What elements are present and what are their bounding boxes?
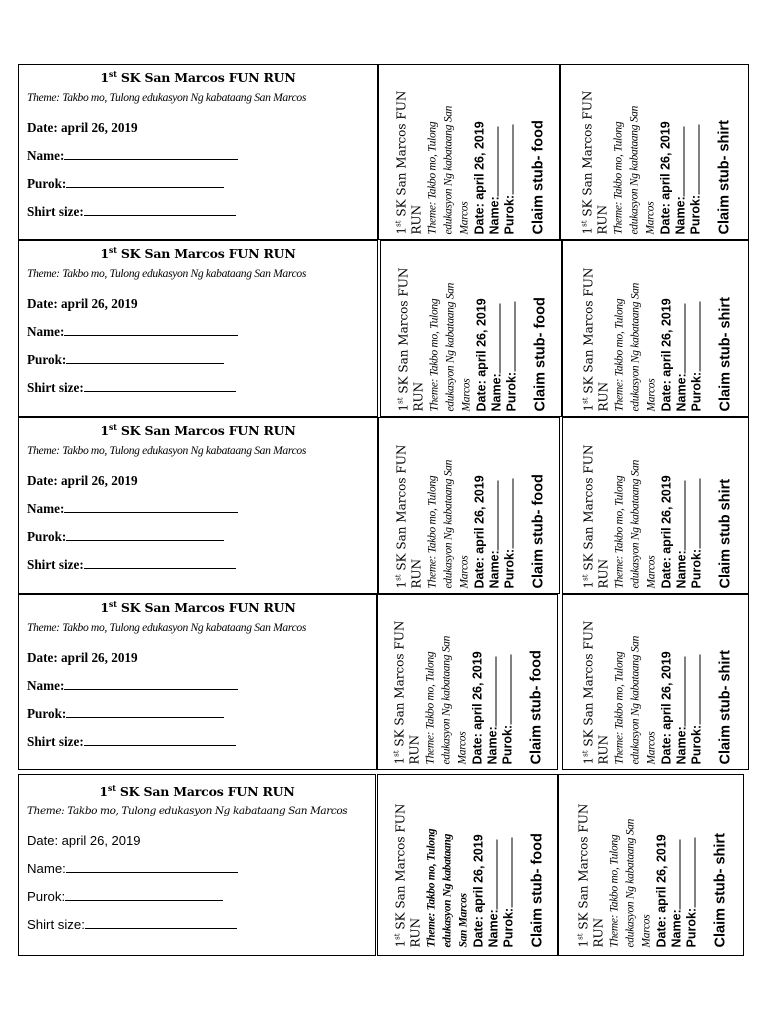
claim-stub-food — [377, 774, 558, 956]
claim-shirt-label: Claim stub- shirt — [717, 650, 733, 765]
ticket-2 — [18, 240, 749, 417]
stub-date: Date: april 26, 2019 — [654, 834, 669, 948]
event-theme: Theme: Takbo mo, Tulong edukasyon Ng kabataang San Marcos — [27, 621, 307, 635]
claim-stub-shirt — [562, 417, 749, 594]
stub-theme: Theme: Takbo mo, Tulong edukasyon Ng kabataang San Marcos — [613, 635, 657, 765]
stub-purok-field[interactable]: Purok: — [689, 655, 704, 765]
claim-food-label: Claim stub- food — [530, 473, 547, 588]
claim-food-label: Claim stub- food — [530, 120, 547, 235]
event-title: 1st SK San Marcos FUN RUN — [100, 599, 296, 616]
event-title: 1st SK San Marcos FUN RUN — [100, 69, 296, 86]
stub-theme: Theme: Takbo mo, Tulong edukasyon Ng kabataang San Marcos — [612, 105, 656, 235]
claim-food-label: Claim stub- food — [528, 650, 545, 765]
claim-stub-food — [378, 417, 560, 594]
stub-name-field[interactable]: Name: — [488, 480, 503, 588]
name-field[interactable]: Name: — [27, 495, 369, 523]
registration-form — [18, 64, 378, 240]
stub-name-field[interactable]: Name: — [486, 839, 501, 947]
stub-theme: Theme: Takbo mo, Tulong edukasyon Ng kabataang San Marcos — [428, 282, 473, 411]
event-theme: Theme: Takbo mo, Tulong edukasyon Ng kabataang San Marcos — [27, 267, 307, 281]
stub-purok-field[interactable]: Purok: — [685, 838, 700, 948]
event-date: Date: april 26, 2019 — [27, 473, 138, 489]
shirt-size-field[interactable]: Shirt size: — [27, 198, 369, 226]
registration-form — [18, 594, 378, 770]
registration-form — [18, 240, 378, 417]
stub-purok-field[interactable]: Purok: — [689, 478, 704, 588]
stub-date: Date: april 26, 2019 — [470, 651, 485, 765]
shirt-size-field[interactable]: Shirt size: — [27, 551, 369, 579]
stub-date: Date: april 26, 2019 — [659, 474, 673, 588]
stub-title: 1st SK San Marcos FUN RUN — [581, 267, 610, 411]
claim-stub-shirt — [562, 594, 749, 770]
name-field[interactable]: Name: — [27, 318, 369, 346]
stub-purok-field[interactable]: Purok: — [503, 478, 518, 588]
event-date: Date: april 26, 2019 — [27, 650, 138, 666]
name-field[interactable]: Name: — [27, 142, 369, 170]
stub-title: 1st SK San Marcos FUN RUN — [581, 444, 610, 588]
stub-title: 1st SK San Marcos FUN RUN — [394, 444, 424, 588]
claim-food-label: Claim stub- food — [532, 296, 549, 411]
stub-purok-field[interactable]: Purok: — [503, 125, 518, 235]
claim-stub-shirt — [560, 64, 749, 240]
claim-stub-shirt — [562, 240, 749, 417]
stub-date: Date: april 26, 2019 — [474, 297, 489, 411]
stub-theme: Theme: Takbo mo, Tulong edukasyon Ng kabataang San Marcos — [613, 459, 657, 588]
stub-name-field[interactable]: Name: — [674, 480, 689, 588]
ticket-4 — [18, 594, 749, 770]
claim-food-label: Claim stub- food — [529, 833, 545, 948]
stub-title: 1st SK San Marcos FUN RUN — [581, 620, 610, 765]
event-title: 1st SK San Marcos FUN RUN — [100, 245, 296, 262]
stub-name-field[interactable]: Name: — [488, 126, 503, 234]
purok-field[interactable]: Purok: — [27, 346, 369, 374]
stub-purok-field[interactable]: Purok: — [505, 301, 520, 411]
event-theme: Theme: Takbo mo, Tulong edukasyon Ng kabataang San Marcos — [27, 444, 307, 458]
registration-form — [18, 774, 376, 956]
stub-purok-field[interactable]: Purok: — [688, 125, 703, 235]
shirt-size-field[interactable]: Shirt size: — [27, 374, 369, 402]
stub-name-field[interactable]: Name: — [486, 656, 501, 764]
ticket-3 — [18, 417, 749, 594]
ticket-1 — [18, 64, 749, 240]
stub-theme: Theme: Takbo mo, Tulong edukasyon Ng kabataang San Marcos — [424, 635, 469, 765]
name-field[interactable]: Name: — [27, 855, 367, 883]
stub-theme: Theme: Takbo mo, Tulong edukasyon Ng kabataang San Marcos — [425, 828, 469, 948]
stub-date: Date: april 26, 2019 — [472, 121, 487, 235]
stub-purok-field[interactable]: Purok: — [689, 301, 704, 411]
claim-shirt-label: Claim stub- shirt — [712, 833, 729, 948]
purok-field[interactable]: Purok: — [27, 883, 367, 911]
stub-title: 1st SK San Marcos FUN RUN — [392, 620, 422, 765]
event-title: 1st SK San Marcos FUN RUN — [99, 783, 295, 800]
event-date: Date: april 26, 2019 — [27, 120, 138, 136]
shirt-size-field[interactable]: Shirt size: — [27, 911, 367, 939]
registration-form — [18, 417, 378, 594]
stub-purok-field[interactable]: Purok: — [501, 655, 516, 765]
stub-date: Date: april 26, 2019 — [659, 297, 673, 411]
stub-date: Date: april 26, 2019 — [658, 121, 672, 235]
claim-shirt-label: Claim stub- shirt — [717, 296, 733, 411]
stub-theme: Theme: Takbo mo, Tulong edukasyon Ng kabataang San Marcos — [608, 818, 653, 948]
stub-title: 1st SK San Marcos FUN RUN — [393, 803, 422, 948]
purok-field[interactable]: Purok: — [27, 170, 369, 198]
event-theme: Theme: Takbo mo, Tulong edukasyon Ng kabataang San Marcos — [27, 805, 348, 818]
stub-name-field[interactable]: Name: — [674, 303, 689, 411]
stub-title: 1st SK San Marcos FUN RUN — [580, 90, 609, 235]
stub-title: 1st SK San Marcos FUN RUN — [396, 267, 426, 411]
claim-shirt-label: Claim stub- shirt — [716, 120, 732, 235]
stub-date: Date: april 26, 2019 — [471, 834, 485, 948]
stub-title: 1st SK San Marcos FUN RUN — [576, 803, 606, 948]
ticket-5 — [18, 774, 749, 956]
stub-theme: Theme: Takbo mo, Tulong edukasyon Ng kabataang San Marcos — [426, 459, 471, 588]
stub-name-field[interactable]: Name: — [670, 839, 685, 947]
stub-name-field[interactable]: Name: — [490, 303, 505, 411]
name-field[interactable]: Name: — [27, 672, 369, 700]
stub-theme: Theme: Takbo mo, Tulong edukasyon Ng kabataang San Marcos — [426, 105, 471, 235]
claim-stub-food — [378, 64, 560, 240]
stub-title: 1st SK San Marcos FUN RUN — [394, 90, 424, 235]
shirt-size-field[interactable]: Shirt size: — [27, 728, 369, 756]
claim-stub-shirt — [558, 774, 744, 956]
stub-purok-field[interactable]: Purok: — [501, 838, 516, 948]
claim-stub-food — [376, 594, 558, 770]
claim-shirt-label: Claim stub shirt — [717, 478, 733, 588]
event-title: 1st SK San Marcos FUN RUN — [100, 422, 296, 439]
stub-date: Date: april 26, 2019 — [472, 474, 487, 588]
purok-field[interactable]: Purok: — [27, 523, 369, 551]
event-theme: Theme: Takbo mo, Tulong edukasyon Ng kabataang San Marcos — [27, 91, 307, 105]
stub-name-field[interactable]: Name: — [674, 656, 689, 764]
event-date: Date: april 26, 2019 — [27, 296, 138, 312]
purok-field[interactable]: Purok: — [27, 700, 369, 728]
claim-stub-food — [380, 240, 562, 417]
event-date: Date: april 26, 2019 — [27, 833, 141, 849]
stub-name-field[interactable]: Name: — [673, 126, 688, 234]
stub-theme: Theme: Takbo mo, Tulong edukasyon Ng kabataang San Marcos — [613, 282, 657, 411]
stub-date: Date: april 26, 2019 — [659, 651, 673, 765]
